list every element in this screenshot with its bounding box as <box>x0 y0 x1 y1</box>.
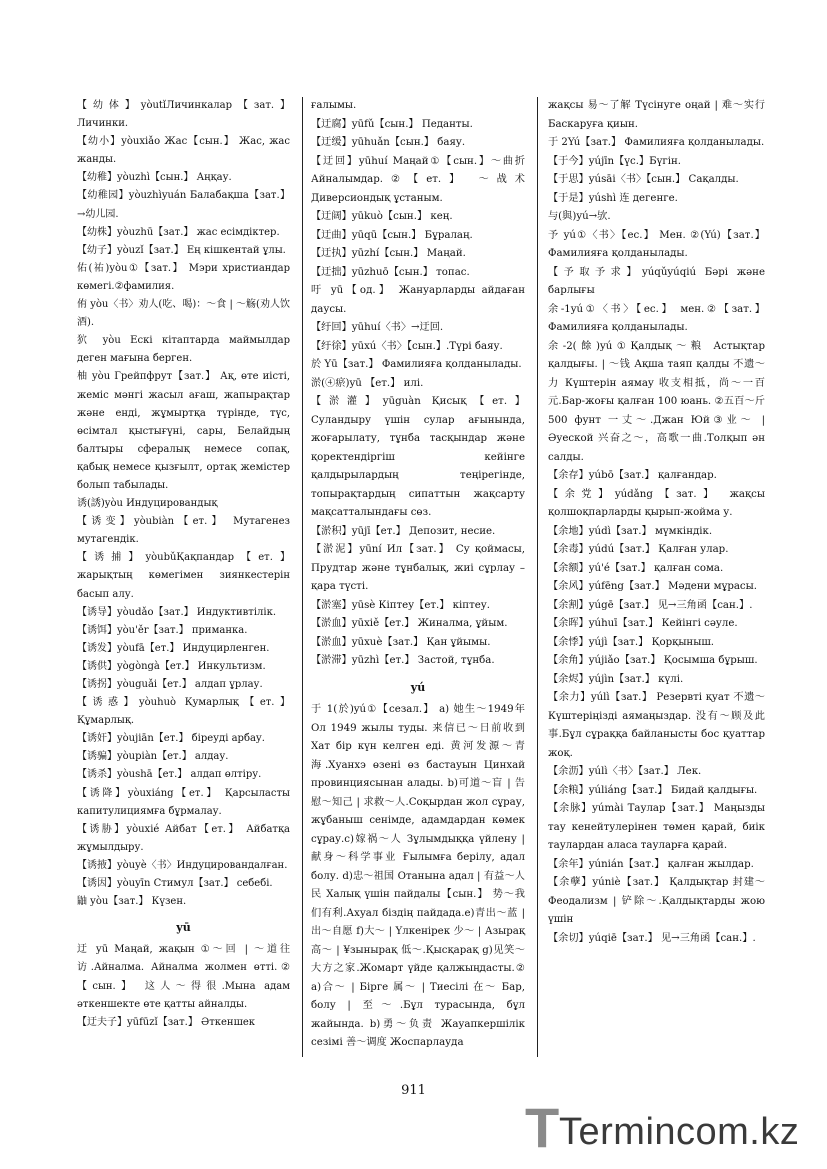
dictionary-entry: 淤(④瘀)yū 【ет.】 илі. <box>311 377 424 389</box>
dictionary-entry: жақсы 易～了解 Түсінуге оңай | 难～实行 Баскаруға қиын. <box>548 100 765 130</box>
page-number: 911 <box>401 1083 426 1098</box>
dictionary-entry: 诱(誘)yòu Индуцировандық <box>77 498 218 510</box>
dictionary-entry: 【余沥】yúlì〈书〉【зат.】 Лек. <box>548 766 702 777</box>
dictionary-entry: 鼬 yòu【зат.】 Күзен. <box>77 896 187 908</box>
dictionary-entry: 【诱胁】yòuxié Айбат【ет.】 Айбатқа жұмылдыру. <box>77 823 290 853</box>
dictionary-entry: 【诱供】yògòngà【ет.】 Инкультизм. <box>77 660 266 672</box>
dictionary-entry: 【淤泥】yūní Ил【зат.】 Су қоймасы, Прудтар және тұнбалық, жиі сұрлау – қара түсті. <box>311 544 525 592</box>
dictionary-entry: 【迂阔】yūkuò【сын.】 кең. <box>311 211 453 222</box>
dictionary-entry: 与(與)yú→欤. <box>548 211 611 222</box>
dictionary-entry: 【迂缓】yūhuǎn【сын.】 баяу. <box>311 137 466 148</box>
dictionary-entry: 【于思】yúsāi〈书〉【сын.】 Сақалды. <box>548 174 739 185</box>
dictionary-entry: 【迂执】yūzhí【сын.】 Маңай. <box>311 248 466 259</box>
dictionary-entry: 【诱因】yòuyīn Стимул【зат.】 себебі. <box>77 878 273 890</box>
dictionary-entry: 【诱拐】yòuguǎi【ет.】 алдап ұрлау. <box>77 679 263 690</box>
dictionary-entry: 【诱饵】yòu'ěr【зат.】 приманка. <box>77 624 248 636</box>
dictionary-entry: ғалымы. <box>311 100 357 111</box>
dictionary-entry: 【诱惑】yòuhuò Қумарлық【ет.】 Құмарлық. <box>77 697 290 727</box>
dictionary-entry: 狖 yòu Ескі кітаптарда маймылдар деген мағына берген. <box>77 335 290 365</box>
dictionary-entry: 予 yú①〈书〉【ес.】 Мен. ②(Yú)【зат.】 Фамилияға қолданылады. <box>548 229 765 259</box>
dictionary-entry: 佑(祐)yòu①【зат.】 Мэри христиандар көмегі.②фамилия. <box>77 262 290 292</box>
dictionary-entry: 【余党】yúdǎng【зат.】 жақсы қолшоқпарларды қырып-жойма у. <box>548 488 765 518</box>
dictionary-entry: 【余额】yú'é【зат.】 қалған сома. <box>548 562 724 574</box>
dictionary-entry: 【诱骗】yòupiàn【ет.】 алдау. <box>77 751 229 763</box>
dictionary-entry: 吁 yū【од.】 Жануарларды айдаған даусы. <box>311 285 525 315</box>
dictionary-entry: 【幼子】yòuzǐ【зат.】 Ең кішкентай ұлы. <box>77 244 286 256</box>
dictionary-entry: 【余脉】yúmài Таулар【зат.】 Маңызды тау кенейтулерінен төмен қарай, биік таулардан аласа тауларға қарай. <box>548 803 765 851</box>
dictionary-entry: 【余孽】yúniè【зат.】 Қалдықтар 封建～ Феодализм | 铲除～.Қалдықтарды жою үшін <box>548 877 765 925</box>
dictionary-entry: 迂 yū Маңай, жақын ①～回 | ～道往访.Айналма. Айналма жолмен өтті.②【сын.】 这人～得很.Мына адам әткеншекте өте қатты айналды. <box>77 944 290 1010</box>
column-divider-right <box>537 97 538 1057</box>
dictionary-entry: 于 1(於)yú①【сезал.】 a) 她生～1949年 Ол 1949 жылы туды. 来信已～日前收到 Хат бір күн келген еді. 黄河发源～青海.Хуанхэ өзені өз бастауын Цинхай провинциясынан алады. b)可道～盲 | 告慰～知己 | 求救～人.Соқырдан жол сұрау, жұбаныш сенімде, адамдардан көмек сұрау.c)嫁祸～人 Зұлымдыққа үйлену | 献身～科学事业 Ғылымға берілу, адал болу. d)忠～祖国 Отанына адал | 有益～人民 Халық үшін пайдалы【сын.】 势～我们有利.Ахуал біздің пайдада.e)青出～蓝 | 出～自愿 f)大～ | Үлкенірек 少～ | Азырақ 高～ | ¥зынырақ 低～.Қысқарақ g)见笑～大方之家.Жомарт үйде қалжыңдасты.② a)合～ | Бірге 属～ | Тиесілі 在～ Бар, болу | 至～.Бұл турасында, бұл жайында. b)勇～负责 Жауапкершілік сезімі 善～调度 Жоспарлауда <box>311 704 525 1048</box>
dictionary-entry: 【余风】yúfēng【зат.】 Мәдени мұрасы. <box>548 581 757 592</box>
dictionary-entry: 【迂拙】yūzhuō【сын.】 топас. <box>311 266 470 278</box>
dictionary-entry: 余-1yú①〈书〉【ес.】 мен.②【зат.】 Фамилияға қолданылады. <box>548 303 765 333</box>
dictionary-entry: 【余悸】yújì【зат.】 Қорқыныш. <box>548 636 715 648</box>
dictionary-entry: 【淤灌】yūguàn Қисық【ет.】 Суландыру үшін сулар ағынында, жоғарылату, тұнба тасқындар және қоректендіргіш кейінге қалдырылардың теңірегінде, топырақтардың сипаттын жақсарту мақсатталындағы сөз. <box>311 396 525 518</box>
column-divider-left <box>302 97 303 1057</box>
section-heading: yú <box>410 680 426 694</box>
dictionary-entry: 於 Yū【зат.】 Фамилияға қолданылады. <box>311 359 522 370</box>
dictionary-entry: 【余力】yúlì【зат.】 Резервті қуат 不遗～ Күштеріңізді аямаңыздар. 没有～顾及此事.Бұл сұраққа байланысты бос қуаттар жоқ. <box>548 692 765 759</box>
site-logo <box>525 1096 815 1159</box>
dictionary-entry: 【迂曲】yūqū【сын.】 Бұралаң. <box>311 229 473 241</box>
dictionary-entry: 【纡徐】yūxú〈书〉【сын.】.Түрі баяу. <box>311 340 503 352</box>
dictionary-entry: 【余地】yúdì【зат.】 мүмкіндік. <box>548 525 713 537</box>
dictionary-entry: 【淤滞】yūzhì【ет.】 Застой, тұнба. <box>311 655 495 666</box>
logo-t-mark: T <box>525 1096 560 1159</box>
dictionary-entry: 【诱降】yòuxiáng【ет.】 Қарсыласты капитулициямға бұрмалау. <box>77 787 290 817</box>
dictionary-entry: 于 2Yú【зат.】 Фамилияға қолданылады. <box>548 137 765 148</box>
dictionary-column-2 <box>311 97 525 1053</box>
dictionary-column-1 <box>77 97 290 1032</box>
dictionary-entry: 【于是】yúshì 连 дегенге. <box>548 192 678 204</box>
dictionary-entry: 【余烬】yújìn【зат.】 күлі. <box>548 673 684 685</box>
dictionary-entry: 【诱变】yòubiàn【ет.】 Мутагенез мутагендік. <box>77 516 290 546</box>
dictionary-entry: 【于今】yújīn【үс.】Бүгін. <box>548 155 681 167</box>
dictionary-entry: 侑 yòu〈书〉劝人(吃、喝)：～食 | ～觞(劝人饮酒). <box>77 299 290 329</box>
dictionary-entry: 【余年】yúnián【зат.】 қалған жылдар. <box>548 858 754 870</box>
dictionary-entry: 【迂腐】yūfǔ【сын.】 Педанты. <box>311 118 473 130</box>
logo-wordmark: Termincom.kz <box>559 1111 800 1153</box>
dictionary-entry: 【幼稚】yòuzhì【сын.】 Аңқау. <box>77 172 232 184</box>
dictionary-entry: 【余角】yújiǎo【зат.】 Қосымша бұрыш. <box>548 655 758 666</box>
dictionary-entry: 【诱杀】yòushā【ет.】 алдап өлтіру. <box>77 769 262 781</box>
dictionary-entry: 【予取予求】yúqǔyúqiú Бәрі және барлығы <box>548 266 765 296</box>
dictionary-column-3 <box>548 97 765 948</box>
dictionary-entry: 【迂回】yūhuí Маңай①【сын.】～曲折 Айналымдар.②【ет.】 ～战术 Диверсиондық ұстаным. <box>311 155 525 204</box>
dictionary-entry: 【幼稚园】yòuzhìyuán Балабақша【зат.】→幼儿园. <box>77 190 290 220</box>
dictionary-entry: 【余晖】yúhuī【зат.】 Кейінгі сәуле. <box>548 618 738 629</box>
dictionary-entry: 柚 yòu Грейпфрут【зат.】 Ақ, өте иісті, жеміс мәнгі жасыл ағаш, жапырақтар және енді, жұмыртқа түрінде, түс, өсімтал қыстығүні, сары, Белайдың балтыры сфералық немесе сопақ, қабық немесе қызғылт, ортақ жемістер болып табылады. <box>77 371 290 491</box>
dictionary-entry: 【余存】yúbō【зат.】 қалғандар. <box>548 470 717 481</box>
dictionary-entry: 余-2(餘)yú①Қалдық～粮 Астықтар қалдығы. | ～钱 Ақша таяп қалды 不遗～力 Күштерін аямау 收支相抵，尚～一百元.Бар-жоғы қалған 100 юань. ②五百～斤 500 фунт 一丈～.Джан Юй③业～ | Әуеской 兴奋之～，高歌一曲.Толқып ән салды. <box>548 340 765 463</box>
dictionary-entry: 【淤积】yūjī【ет.】 Депозит, несие. <box>311 525 496 537</box>
dictionary-entry: 【诱奸】yòujiān【ет.】 біреуді арбау. <box>77 733 265 745</box>
dictionary-entry: 【余粮】yúliáng【зат.】 Бидай қалдығы. <box>548 784 758 796</box>
dictionary-entry: 【幼小】yòuxiǎo Жас【сын.】 Жас, жас жанды. <box>77 136 290 166</box>
dictionary-entry: 【纡回】yūhuí〈书〉→迂回. <box>311 322 444 333</box>
dictionary-entry: 【淤塞】yūsè Кіптеу【ет.】 кіптеу. <box>311 599 490 611</box>
dictionary-entry: 【迂夫子】yūfūzǐ【зат.】 Әткеншек <box>77 1016 256 1028</box>
dictionary-entry: 【诱发】yòufā【ет.】 Индуцирленген. <box>77 642 270 654</box>
section-heading: yū <box>176 921 191 935</box>
dictionary-entry: 【幼株】yòuzhū【зат.】 жас есімдіктер. <box>77 226 280 238</box>
dictionary-entry: 【诱捕】yòubǔҚақпандар【ет.】 жарықтың көмегімен зиянкестерін басып алу. <box>77 552 290 600</box>
dictionary-entry: 【余切】yúqiē【зат.】 见→三角函【сан.】. <box>548 932 756 944</box>
dictionary-entry: 【淤血】yūxuè【зат.】 Қан ұйымы. <box>311 636 491 648</box>
dictionary-entry: 【诱导】yòudǎo【зат.】 Индуктивтілік. <box>77 606 277 618</box>
dictionary-entry: 【余割】yúgē【зат.】 见→三角函【сан.】. <box>548 599 753 611</box>
dictionary-entry: 【幼体】yòutǐЛичинкалар【зат.】 Личинки. <box>77 100 290 130</box>
dictionary-entry: 【余毒】yúdú【зат.】 Қалған улар. <box>548 544 729 555</box>
dictionary-entry: 【淤血】yūxiě【ет.】 Жиналма, ұйым. <box>311 618 508 629</box>
dictionary-entry: 【诱掖】yòuyè〈书〉Индуцировандалған. <box>77 859 288 871</box>
